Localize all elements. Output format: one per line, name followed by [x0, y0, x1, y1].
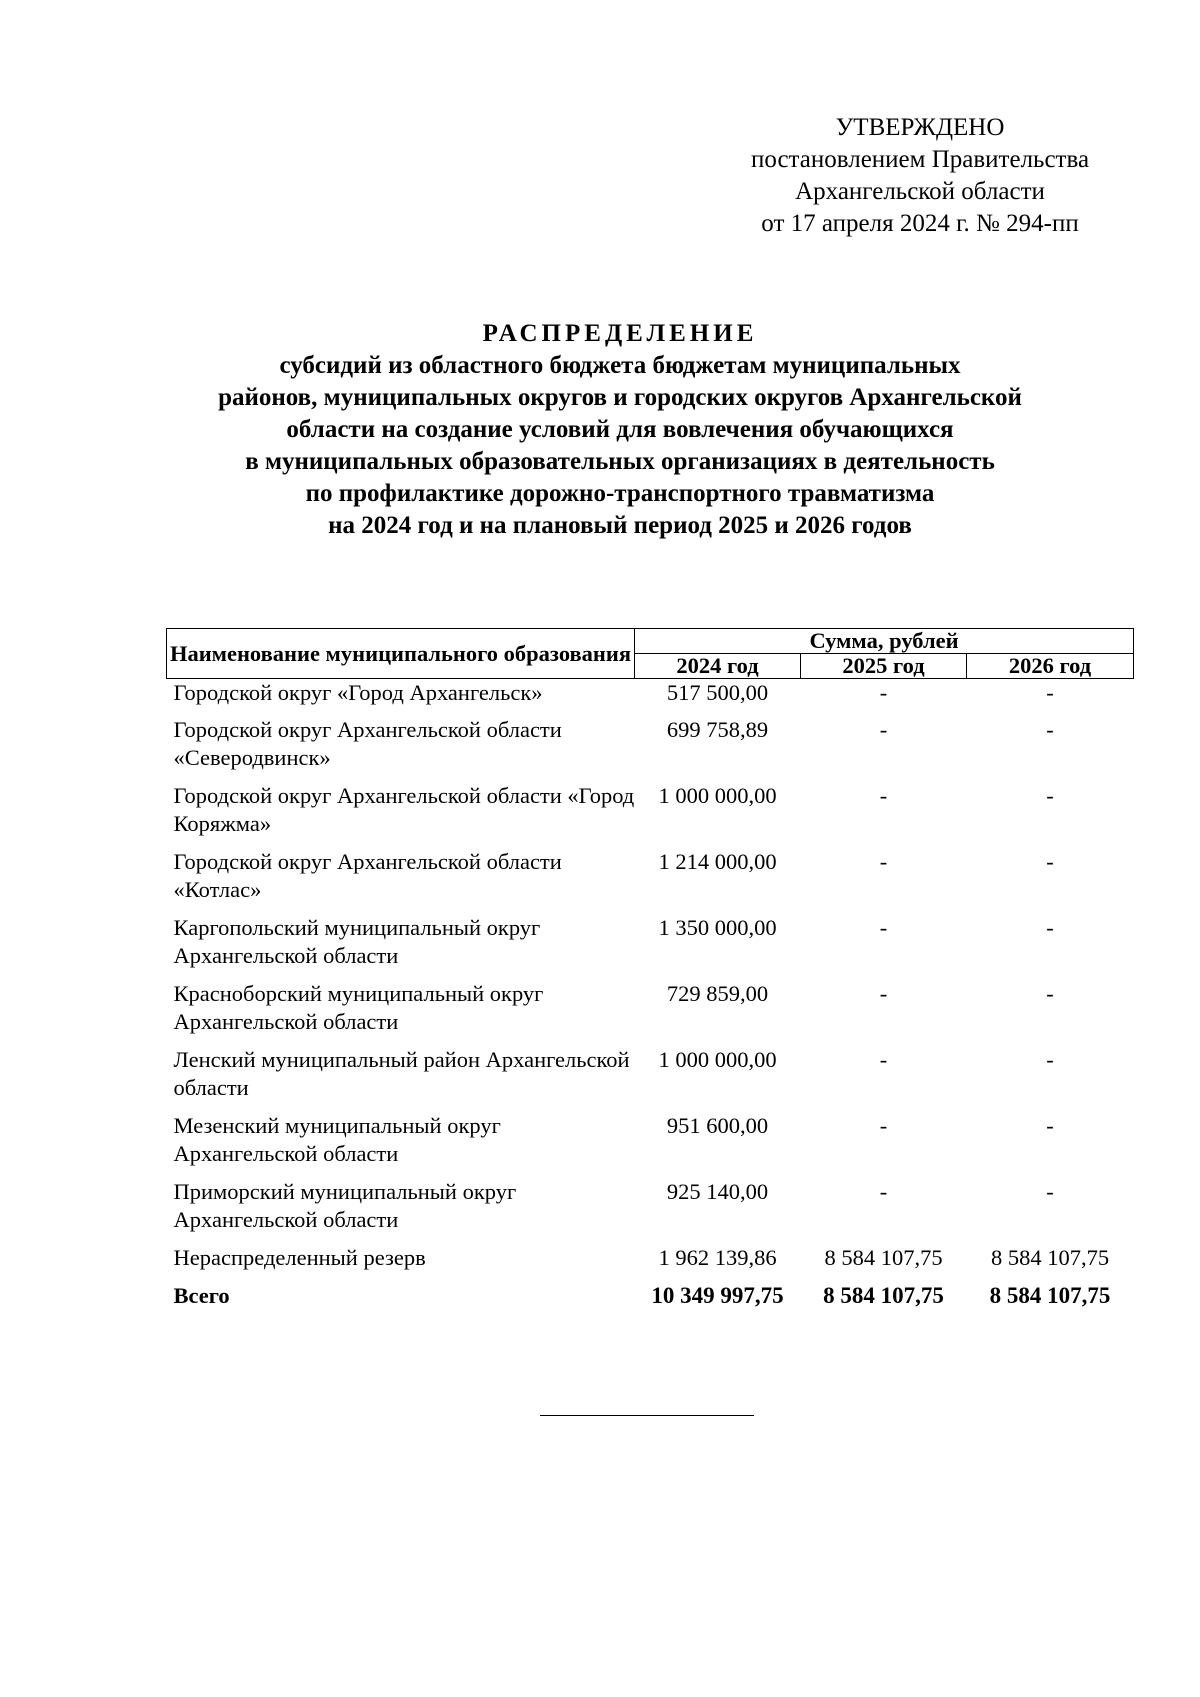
total-2025: 8 584 107,75	[823, 1283, 944, 1308]
row-2025: -	[879, 680, 888, 705]
title-line-4: в муниципальных образовательных организациях в деятельность	[245, 448, 995, 475]
row-2026: -	[1046, 915, 1054, 940]
row-2025: -	[879, 1113, 888, 1138]
row-2025: -	[879, 1047, 888, 1072]
total-2024: 10 349 997,75	[651, 1283, 784, 1308]
row-name: Каргопольский муниципальный округ Архангельской области	[173, 915, 541, 968]
row-2024: 729 859,00	[666, 981, 769, 1006]
row-name: Ленский муниципальный район Архангельской области	[173, 1047, 630, 1100]
table-row	[167, 782, 1134, 848]
row-2025: -	[879, 981, 888, 1006]
row-2024: 925 140,00	[666, 1179, 769, 1204]
row-2026: -	[1046, 1047, 1054, 1072]
table-row	[167, 1244, 1134, 1282]
row-2025: -	[879, 915, 888, 940]
row-2024: 1 962 139,86	[658, 1245, 777, 1270]
header-year-2026: 2026 год	[967, 654, 1134, 679]
row-name: Красноборский муниципальный округ Архангельской области	[173, 981, 544, 1034]
distribution-table	[166, 628, 1134, 1320]
row-name: Нераспределенный резерв	[173, 1245, 426, 1270]
row-2026: -	[1046, 981, 1054, 1006]
row-2024: 1 000 000,00	[658, 783, 777, 808]
total-label: Всего	[173, 1283, 230, 1308]
row-2024: 1 214 000,00	[658, 849, 777, 874]
row-name: Городской округ «Город Архангельск»	[173, 680, 543, 705]
title-line-1: субсидий из областного бюджета бюджетам муниципальных	[279, 352, 961, 379]
row-2024: 951 600,00	[666, 1113, 769, 1138]
row-name: Мезенский муниципальный округ Архангельской области	[173, 1113, 501, 1166]
row-2026: -	[1046, 680, 1054, 705]
table-row	[167, 1046, 1134, 1112]
row-2025: 8 584 107,75	[824, 1245, 943, 1270]
row-2024: 1 350 000,00	[658, 915, 777, 940]
row-2026: -	[1046, 783, 1054, 808]
table-row	[167, 1178, 1134, 1244]
row-name: Городской округ Архангельской области «Северодвинск»	[173, 717, 562, 770]
approval-stamp	[700, 112, 1140, 240]
header-sum: Сумма, рублей	[635, 629, 1134, 654]
total-2026: 8 584 107,75	[989, 1283, 1111, 1308]
header-year-2025: 2025 год	[801, 654, 967, 679]
row-2024: 699 758,89	[666, 717, 769, 742]
table-row	[167, 716, 1134, 782]
row-2026: -	[1046, 717, 1054, 742]
approval-line-date: от 17 апреля 2024 г. № 294-пп	[761, 210, 1079, 237]
table-row	[167, 980, 1134, 1046]
approval-line-region: Архангельской области	[795, 178, 1045, 205]
row-2026: -	[1046, 849, 1054, 874]
title-heading: РАСПРЕДЕЛЕНИЕ	[482, 320, 758, 347]
row-2026: 8 584 107,75	[990, 1245, 1110, 1270]
row-2026: -	[1046, 1113, 1054, 1138]
header-municipality: Наименование муниципального образования	[167, 629, 635, 679]
row-name: Городской округ Архангельской области «Город Коряжма»	[173, 783, 635, 836]
document-title	[120, 318, 1120, 542]
table-row	[167, 1112, 1134, 1178]
row-2025: -	[879, 783, 888, 808]
approval-line-resolution: постановлением Правительства	[750, 146, 1090, 173]
title-line-2: районов, муниципальных округов и городских округов Архангельской	[218, 384, 1022, 411]
row-2026: -	[1046, 1179, 1054, 1204]
table-row	[167, 848, 1134, 914]
row-2025: -	[879, 849, 888, 874]
row-name: Городской округ Архангельской области «Котлас»	[173, 849, 562, 902]
row-2024: 517 500,00	[666, 680, 769, 705]
row-2025: -	[879, 717, 888, 742]
approval-line-approved: УТВЕРЖДЕНО	[835, 114, 1005, 141]
table-row	[167, 914, 1134, 980]
end-divider	[540, 1415, 754, 1416]
row-2024: 1 000 000,00	[658, 1047, 777, 1072]
title-line-6: на 2024 год и на плановый период 2025 и 2026 годов	[328, 512, 912, 539]
header-year-2024: 2024 год	[635, 654, 801, 679]
table-total-row	[167, 1282, 1134, 1320]
title-line-5: по профилактике дорожно-транспортного травматизма	[305, 480, 935, 507]
row-name: Приморский муниципальный округ Архангельской области	[173, 1179, 517, 1232]
row-2025: -	[879, 1179, 888, 1204]
title-line-3: области на создание условий для вовлечения обучающихся	[286, 416, 954, 443]
table-row	[167, 679, 1134, 717]
